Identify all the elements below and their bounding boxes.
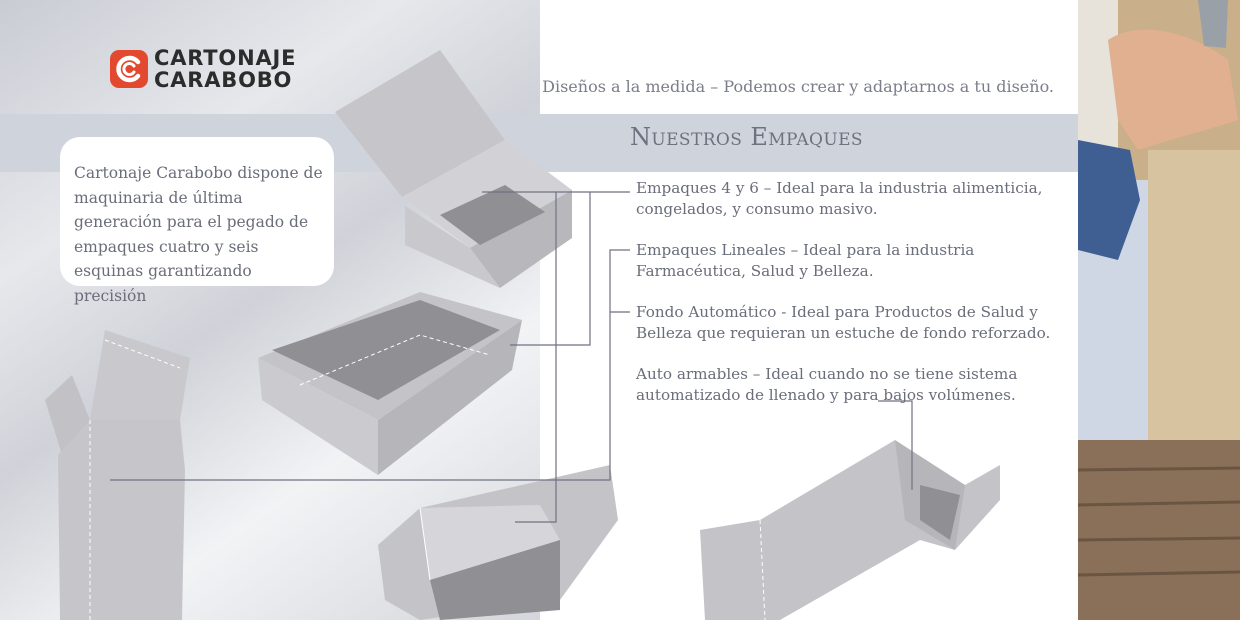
tall-carton-illustration (45, 330, 190, 620)
product-item-fondo-automatico: Fondo Automático - Ideal para Productos de Salud y Belleza que requieran un estuche de fondo reforzado. (636, 303, 1051, 342)
intro-text: Cartonaje Carabobo dispone de maquinaria de última generación para el pegado de empaques cuatro y seis esquinas garantizando precisión (74, 164, 323, 305)
tagline: Diseños a la medida – Podemos crear y adaptarnos a tu diseño. (542, 77, 1054, 96)
brand-c-icon (110, 50, 148, 88)
auto-armable-illustration (700, 440, 1000, 620)
brand-line-1: CARTONAJE (154, 46, 297, 70)
box-tray-illustration (258, 292, 522, 475)
flat-box-illustration (378, 465, 618, 620)
brand-name (154, 47, 296, 91)
product-item-empaques-4-6: Empaques 4 y 6 – Ideal para la industria alimenticia, congelados, y consumo masivo. (636, 179, 1043, 218)
section-title: Nuestros Empaques (630, 123, 863, 151)
box-lid-illustration (335, 50, 572, 288)
worker-photo-illustration (1078, 0, 1240, 620)
product-item-empaques-lineales: Empaques Lineales – Ideal para la industria Farmacéutica, Salud y Belleza. (636, 241, 975, 280)
product-item-auto-armables: Auto armables – Ideal cuando no se tiene sistema automatizado de llenado y para bajos volúmenes. (636, 365, 1018, 404)
intro-card (60, 137, 334, 305)
brand-logo[interactable] (110, 45, 296, 93)
brand-line-2: CARABOBO (154, 68, 293, 92)
worker-photo (1078, 0, 1240, 620)
